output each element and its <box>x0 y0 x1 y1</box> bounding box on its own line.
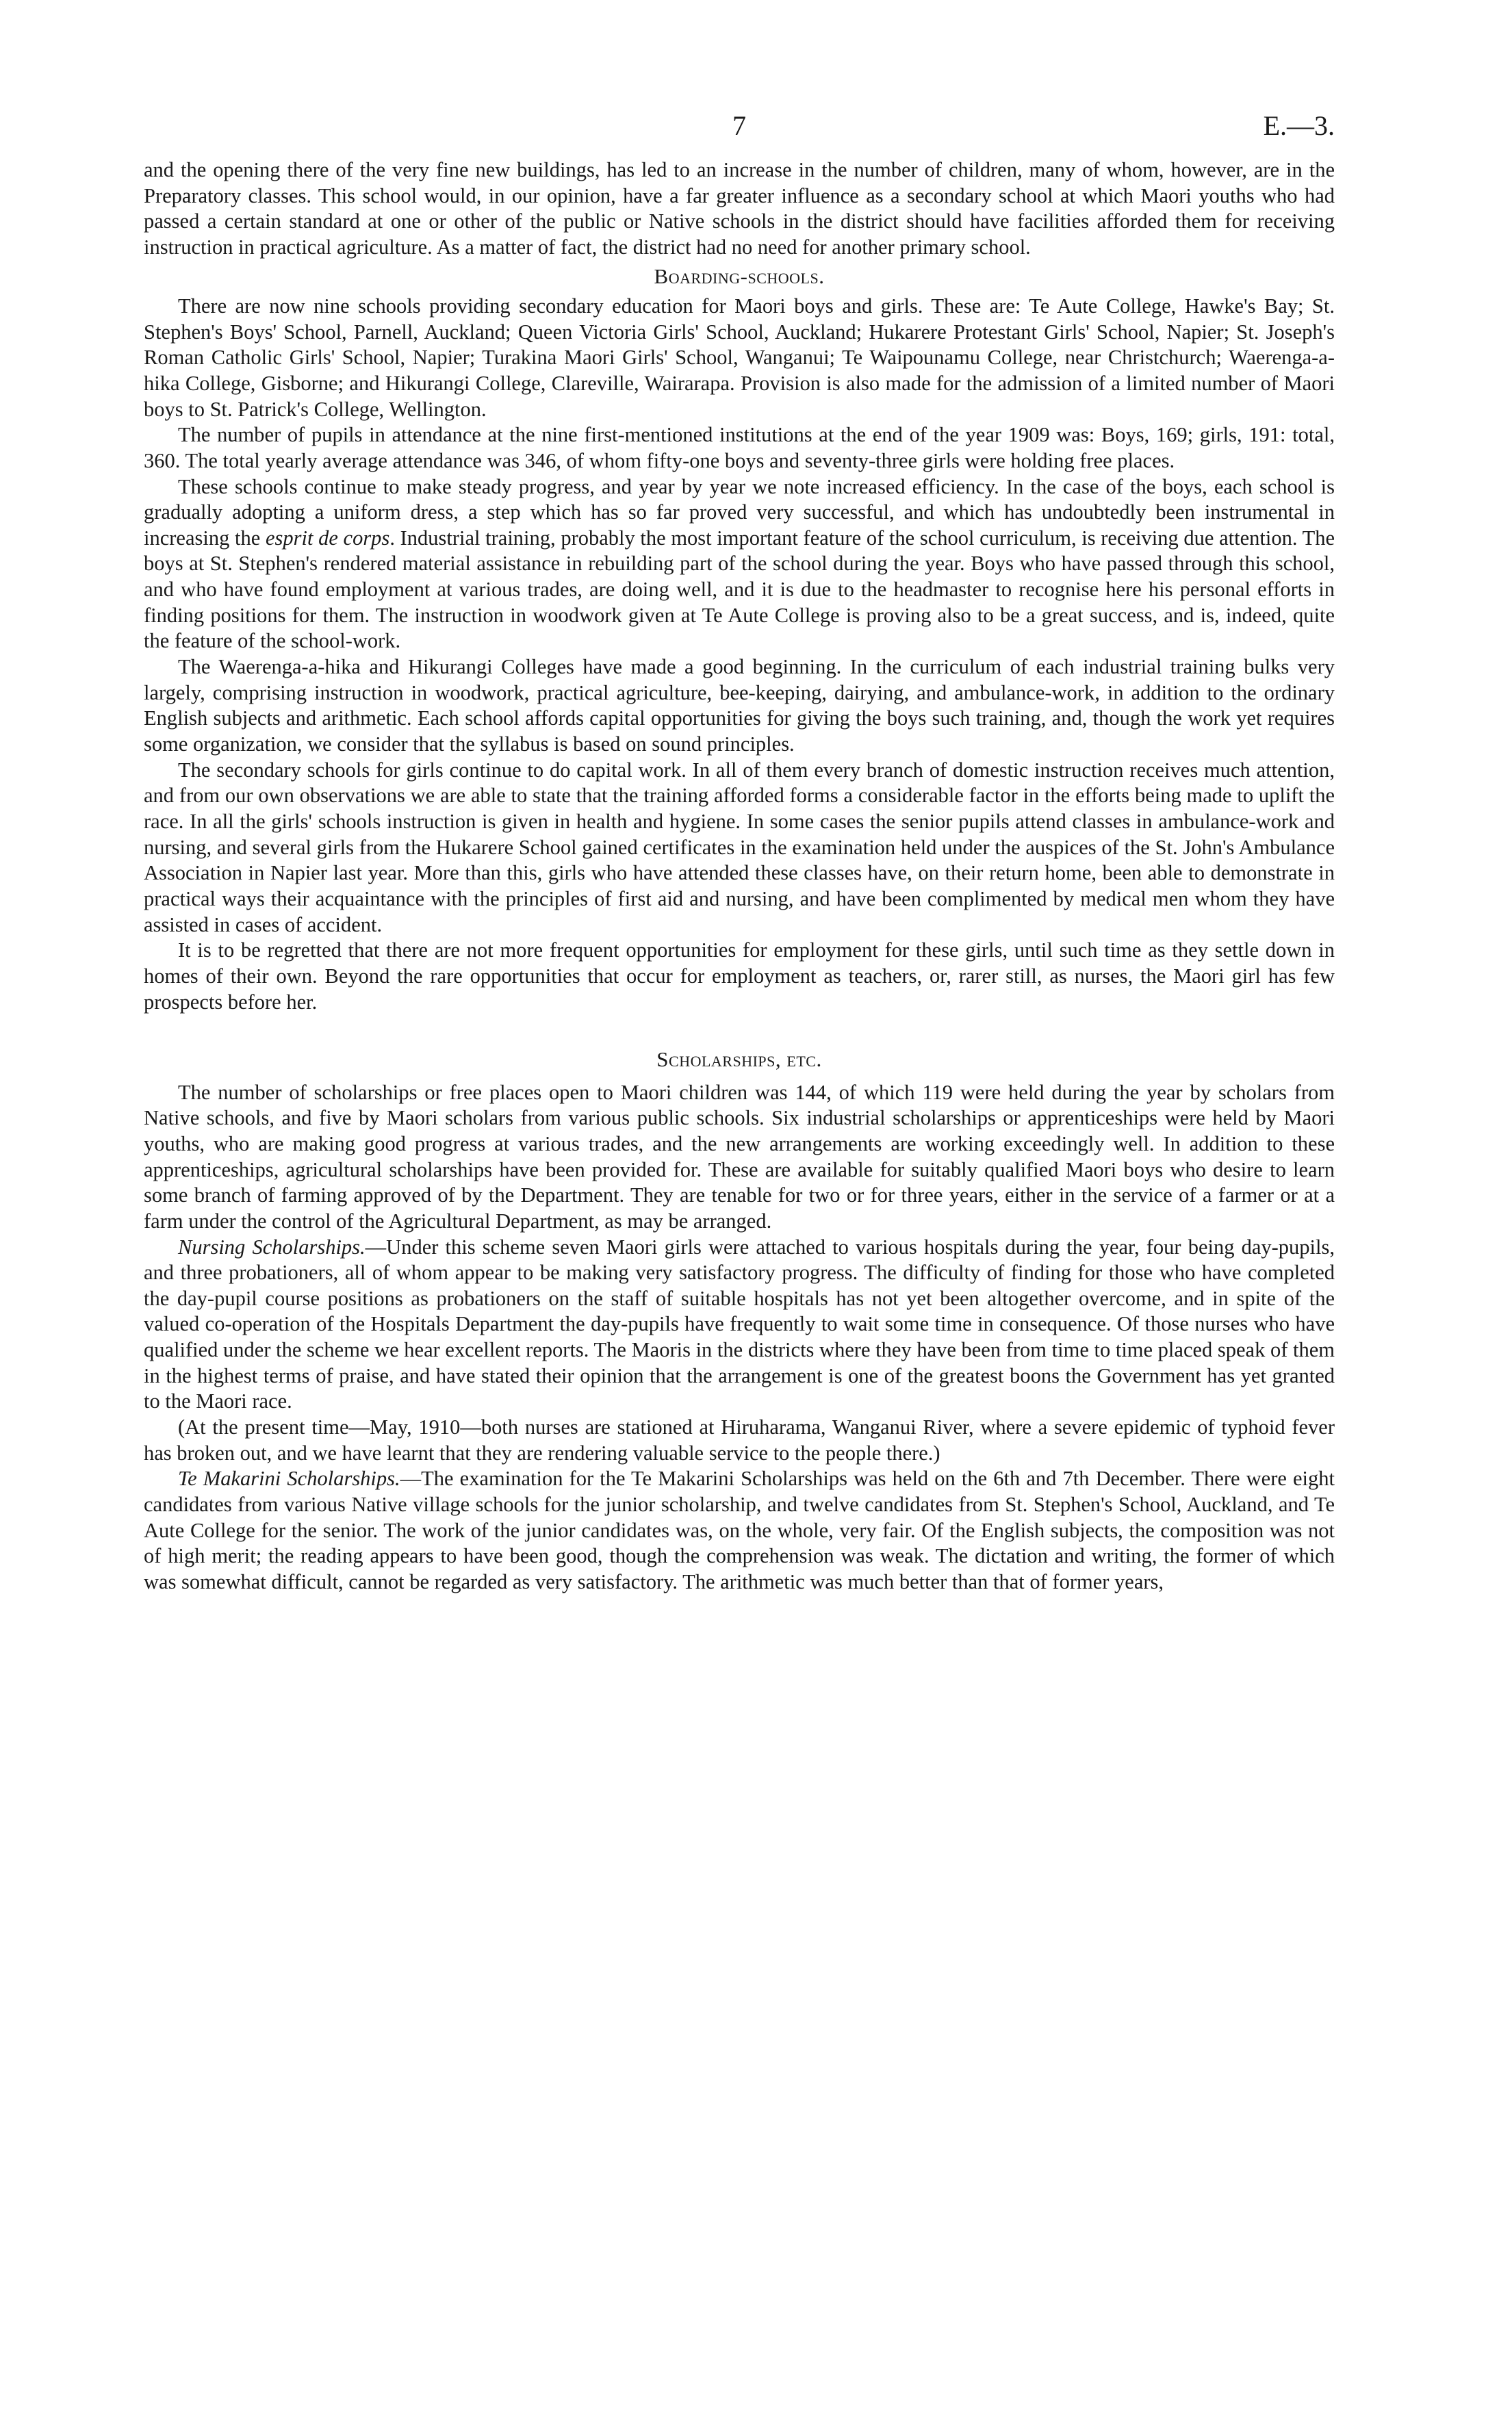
paragraph-pupil-numbers: The number of pupils in attendance at the nine first-mentioned institutions at the end of the year 1909 was: Boys, 169; girls, 191: total, 360. The total yearly average attendance was 346, of whom fifty-one boys and seventy-three girls were holding free places. <box>144 423 1335 472</box>
nursing-scholarships-title: Nursing Scholarships. <box>178 1235 366 1259</box>
te-makarini-title: Te Makarini Scholarships. <box>178 1467 400 1491</box>
document-page <box>144 110 1335 1595</box>
page-header <box>144 110 1335 157</box>
paragraph-scholarships: The number of scholarships or free places open to Maori children was 144, of which 119 were held during the year by scholars from Native schools, and five by Maori scholars from various public schools. Six industrial scholarships or apprenticeships were held by Maori youths, who are making good progress at various trades, and the new arrangements are working exceedingly well. In addition to these apprenticeships, agricultural scholarships have been provided for. These are available for suitably qualified Maori boys who desire to learn some branch of farming approved of by the Department. They are tenable for two or for three years, either in the service of a farmer or at a farm under the control of the Agricultural Department, as may be arranged. <box>144 1080 1335 1233</box>
paragraph-colleges: The Waerenga-a-hika and Hikurangi Colleges have made a good beginning. In the curriculum of each industrial training bulks very largely, comprising instruction in woodwork, practical agriculture, bee-keeping, dairying, and ambulance-work, in addition to the ordinary English subjects and arithmetic. Each school affords capital opportunities for giving the boys such training, and, though the work yet requires some organization, we consider that the syllabus is based on sound principles. <box>144 655 1335 756</box>
document-reference: E.—3. <box>1263 110 1335 141</box>
paragraph-progress-part-2: . Industrial training, probably the most important feature of the school curriculum, is receiving due attention. The boys at St. Stephen's rendered material assistance in rebuilding part of the school during the year. Boys who have passed through this school, and who have found employment at various trades, are doing well, and it is due to the headmaster to recognise here his personal efforts in finding positions for them. The instruction in woodwork given at Te Aute College is proving also to be a great success, and is, indeed, quite the feature of the school-work. <box>144 526 1335 653</box>
esprit-de-corps-phrase: esprit de corps <box>265 526 390 550</box>
paragraph-present-time: (At the present time—May, 1910—both nurses are stationed at Hiruharama, Wanganui River, where a severe epidemic of typhoid fever has broken out, and we have learnt that they are rendering valuable service to the people there.) <box>144 1415 1335 1465</box>
heading-boarding-schools: Boarding-schools. <box>654 264 825 288</box>
paragraph-nursing-scholarships <box>144 1235 1335 1415</box>
nursing-scholarships-text: —Under this scheme seven Maori girls were attached to various hospitals during the year, four being day-pupils, and three probationers, all of whom appear to be making very satisfactory progress. The difficulty of finding for those who have completed the day-pupil course positions as probationers on the staff of suitable hospitals has not yet been altogether overcome, and in spite of the valued co-operation of the Hospitals Department the day-pupils have frequently to wait some time in consequence. Of those nurses who have qualified under the scheme we hear excellent reports. The Maoris in the districts where they have been from time to time placed speak of them in the highest terms of praise, and have stated their opinion that the arrangement is one of the greatest boons the Government has yet granted to the Maori race. <box>144 1235 1335 1413</box>
paragraph-girls-schools: The secondary schools for girls continue to do capital work. In all of them every branch of domestic instruction receives much attention, and from our own observations we are able to state that the training afforded forms a considerable factor in the efforts being made to uplift the race. In all the girls' schools instruction is given in health and hygiene. In some cases the senior pupils attend classes in ambulance-work and nursing, and several girls from the Hukarere School gained certificates in the examination held under the auspices of the St. John's Ambulance Association in Napier last year. More than this, girls who have attended these classes have, on their return home, been able to demonstrate in practical ways their acquaintance with the principles of first aid and nursing, and have been complimented by medical men whom they have assisted in cases of accident. <box>144 758 1335 936</box>
paragraph-progress-part-1: These schools continue to make steady progress, and year by year we note increased efficiency. In the case of the boys, each school is gradually adopting a uniform dress, a step which has so far proved very successful, and which has undoubtedly been instrumental in increasing the <box>144 474 1335 550</box>
te-makarini-text: —The examination for the Te Makarini Scholarships was held on the 6th and 7th December. There were eight candidates from various Native village schools for the junior scholarship, and twelve candidates from St. Stephen's School, Auckland, and Te Aute College for the senior. The work of the junior candidates was, on the whole, very fair. Of the English subjects, the composition was not of high merit; the reading appears to have been good, though the comprehension was weak. The dictation and writing, the former of which was somewhat difficult, cannot be regarded as very satisfactory. The arithmetic was much better than that of former years, <box>144 1467 1335 1594</box>
heading-scholarships: Scholarships, etc. <box>656 1047 822 1072</box>
paragraph-te-makarini <box>144 1466 1335 1595</box>
page-number: 7 <box>732 110 746 141</box>
paragraph-employment: It is to be regretted that there are not more frequent opportunities for employment for these girls, until such time as they settle down in homes of their own. Beyond the rare opportunities that occur for employment as teachers, or, rarer still, as nurses, the Maori girl has few prospects before her. <box>144 938 1335 1014</box>
body-text <box>144 157 1335 1595</box>
paragraph-boarding-schools-list: There are now nine schools providing secondary education for Maori boys and girls. These are: Te Aute College, Hawke's Bay; St. Stephen's Boys' School, Parnell, Auckland; Queen Victoria Girls' School, Auckland; Hukarere Protestant Girls' School, Napier; St. Joseph's Roman Catholic Girls' School, Napier; Turakina Maori Girls' School, Wanganui; Te Waipounamu College, near Christchurch; Waerenga-a-hika College, Gisborne; and Hikurangi College, Clareville, Wairarapa. Provision is also made for the admission of a limited number of Maori boys to St. Patrick's College, Wellington. <box>144 294 1335 421</box>
paragraph-continuation: and the opening there of the very fine new buildings, has led to an increase in the number of children, many of whom, however, are in the Preparatory classes. This school would, in our opinion, have a far greater influence as a secondary school at which Maori youths who had passed a certain standard at one or other of the public or Native schools in the district should have facilities afforded them for receiving instruction in practical agriculture. As a matter of fact, the district had no need for another primary school. <box>144 158 1335 259</box>
paragraph-progress <box>144 474 1335 655</box>
